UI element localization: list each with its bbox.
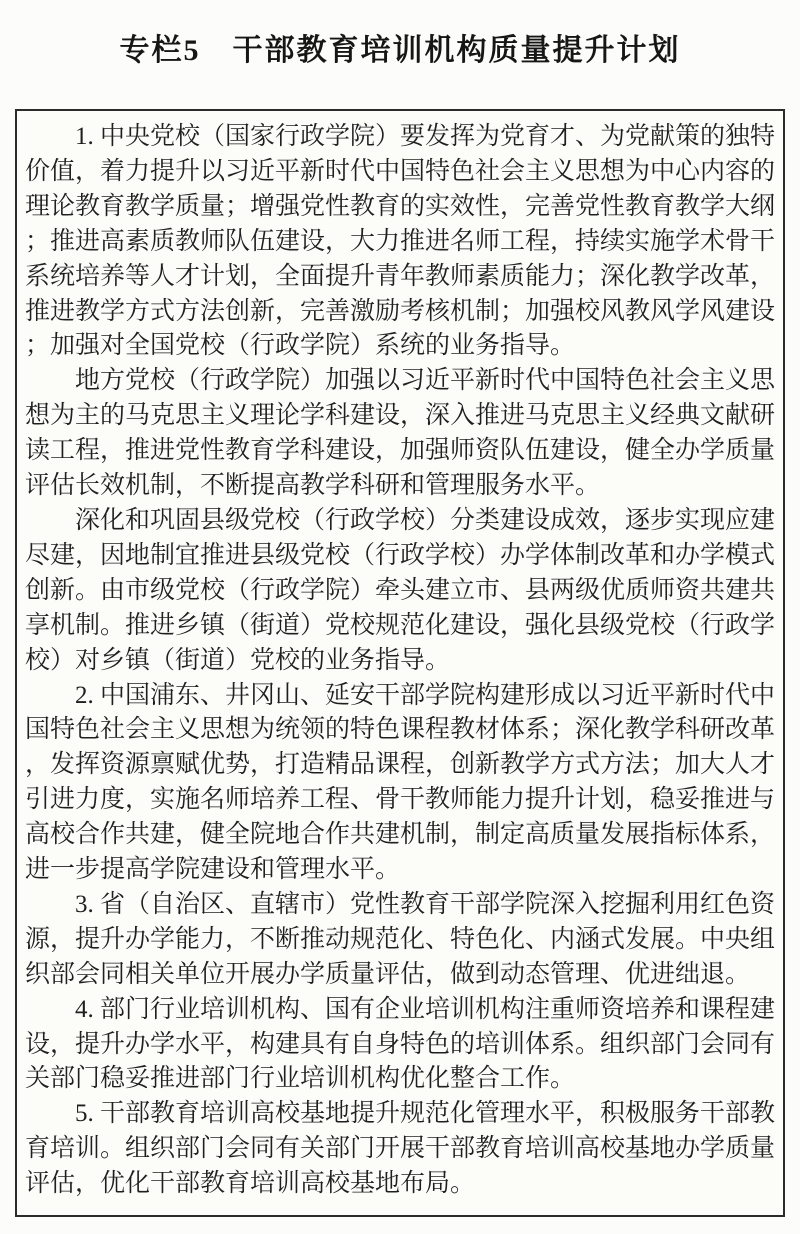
column-box <box>15 109 785 1217</box>
paragraph-county-party-schools: 深化和巩固县级党校（行政学校）分类建设成效，逐步实现应建尽建，因地制宜推进县级党校（行政学校）办学体制改革和办学模式创新。由市级党校（行政学院）牵头建立市、县两级优质师资共建共享机制。推进乡镇（街道）党校规范化建设，强化县级党校（行政学校）对乡镇（街道）党校的业务指导。 <box>25 506 776 674</box>
paragraph-provincial-academies: 3. 省（自治区、直辖市）党性教育干部学院深入挖掘利用红色资源，提升办学能力，不断推动规范化、特色化、内涵式发展。中央组织部会同相关单位开展办学质量评估，做到动态管理、优进绌退。 <box>25 890 776 988</box>
page-title: 专栏5 干部教育培训机构质量提升计划 <box>119 34 681 67</box>
paragraph-central-party-school: 1. 中央党校（国家行政学院）要发挥为党育才、为党献策的独特价值，着力提升以习近平新时代中国特色社会主义思想为中心内容的理论教育教学质量；增强党性教育的实效性，完善党性教育教学大纲；推进高素质教师队伍建设，大力推进名师工程，持续实施学术骨干系统培养等人才计划，全面提升青年教师素质能力；深化教学改革，推进教学方式方法创新，完善激励考核机制；加强校风教风学风建设；加强对全国党校（行政学院）系统的业务指导。 <box>25 123 776 360</box>
paragraph-local-party-schools: 地方党校（行政学院）加强以习近平新时代中国特色社会主义思想为主的马克思主义理论学科建设，深入推进马克思主义经典文献研读工程，推进党性教育学科建设，加强师资队伍建设，健全办学质量评估长效机制，不断提高教学科研和管理服务水平。 <box>25 367 776 500</box>
paragraph-cadre-academies: 2. 中国浦东、井冈山、延安干部学院构建形成以习近平新时代中国特色社会主义思想为统领的特色课程教材体系；深化教学科研改革，发挥资源禀赋优势，打造精品课程，创新教学方式方法；加大人才引进力度，实施名师培养工程、骨干教师能力提升计划，稳妥推进与高校合作共建，健全院地合作共建机制，制定高质量发展指标体系，进一步提高学院建设和管理水平。 <box>25 681 776 884</box>
paragraph-university-training-bases: 5. 干部教育培训高校基地提升规范化管理水平，积极服务干部教育培训。组织部门会同有关部门开展干部教育培训高校基地办学质量评估，优化干部教育培训高校基地布局。 <box>25 1100 776 1198</box>
paragraph-industry-training-institutions: 4. 部门行业培训机构、国有企业培训机构注重师资培养和课程建设，提升办学水平，构建具有自身特色的培训体系。组织部门会同有关部门稳妥推进部门行业培训机构优化整合工作。 <box>25 995 776 1093</box>
